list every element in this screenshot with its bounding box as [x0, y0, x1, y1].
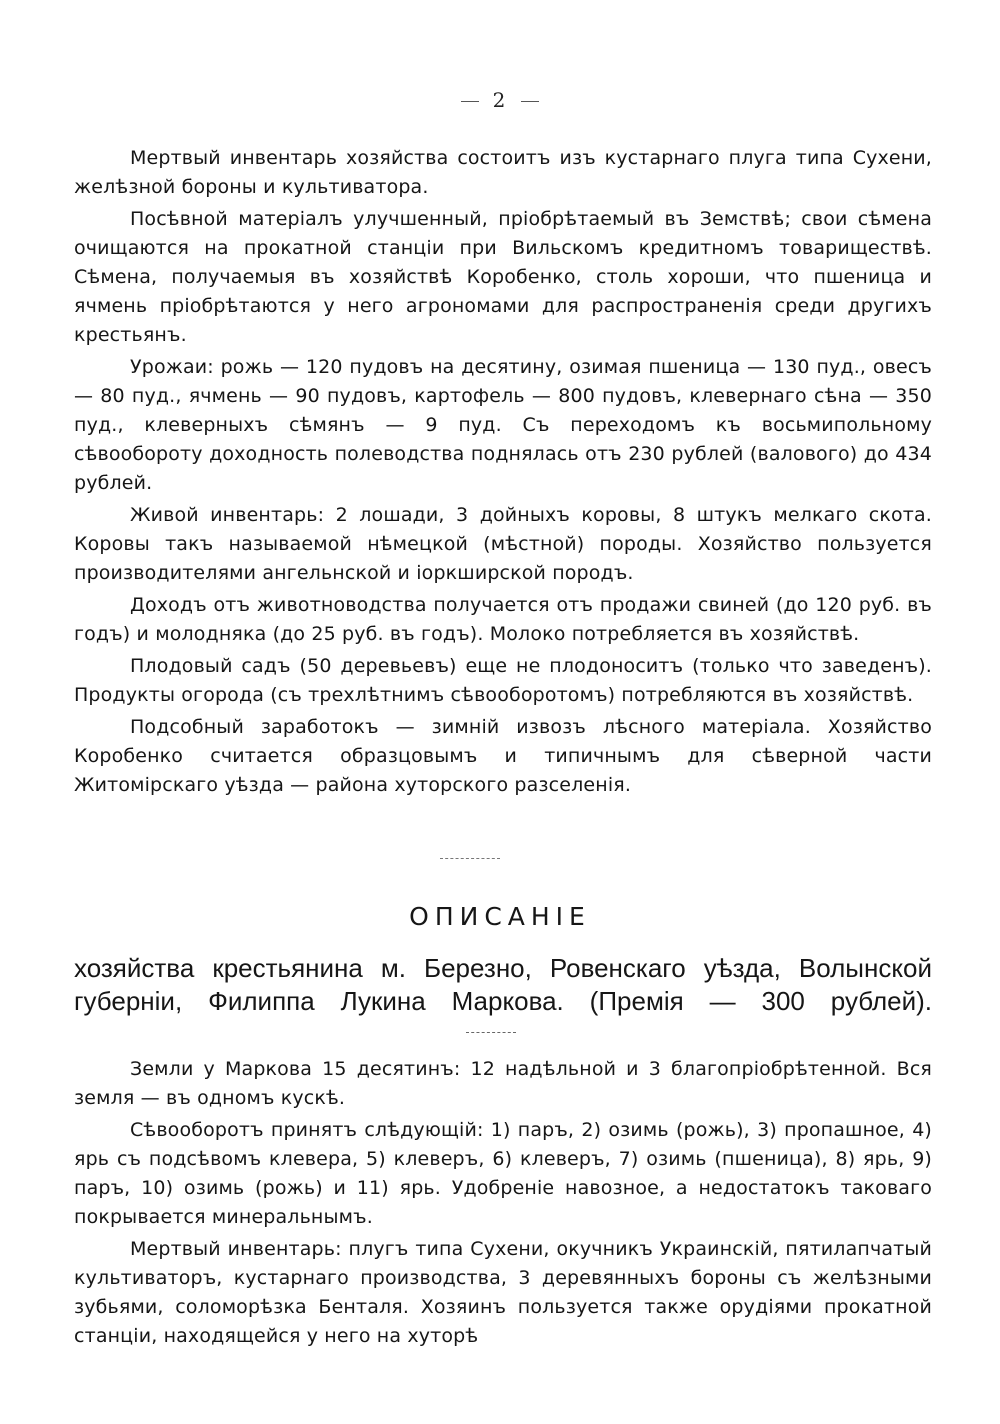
paragraph-orchard: Плодовый садъ (50 деревьевъ) еще не плодоноситъ (только что заведенъ). Продукты огорода (съ трехлѣтнимъ сѣвооборотомъ) потребляются въ хозяйствѣ.: [74, 655, 932, 706]
subheading-line-2: губерніи, Филиппа Лукина Маркова. (Премія — 300 рублей).: [74, 986, 932, 1016]
section-divider-ornament: [440, 858, 500, 863]
paragraph-seed-material: Посѣвной матеріалъ улучшенный, пріобрѣтаемый въ Земствѣ; свои сѣмена очищаются на прокатной станціи при Вильскомъ кредитномъ товариществѣ. Сѣмена, получаемыя въ хозяйствѣ Коробенко, столь хороши, что пшеница и ячмень пріобрѣтаются у него агрономами для распространенія среди другихъ крестьянъ.: [74, 208, 932, 346]
page-number-dash-right: [521, 101, 539, 102]
paragraph-dead-inventory-markov: Мертвый инвентарь: плугъ типа Сухени, окучникъ Украинскій, пятилапчатый культиваторъ, кустарнаго производства, 3 деревянныхъ бороны съ желѣзными зубьями, соломорѣзка Бенталя. Хозяинъ пользуется также орудіями прокатной станціи, находящейся у него на хуторѣ: [74, 1238, 932, 1347]
section-1-body: [74, 144, 932, 803]
page-number: [0, 88, 1000, 112]
paragraph-livestock-income: Доходъ отъ животноводства получается отъ продажи свиней (до 120 руб. въ годъ) и молодняка (до 25 руб. въ годъ). Молоко потребляется въ хозяйствѣ.: [74, 594, 932, 645]
paragraph-livestock: Живой инвентарь: 2 лошади, 3 дойныхъ коровы, 8 штукъ мелкаго скота. Коровы такъ называемой нѣмецкой (мѣстной) породы. Хозяйство пользуется производителями ангельнской и іоркширской породъ.: [74, 504, 932, 584]
paragraph-land: Земли у Маркова 15 десятинъ: 12 надѣльной и 3 благопріобрѣтенной. Вся земля — въ одномъ кускѣ.: [74, 1058, 932, 1109]
subheading-underrule: [466, 1032, 516, 1033]
paragraph-crop-rotation: Сѣвооборотъ принятъ слѣдующій: 1) паръ, 2) озимь (рожь), 3) пропашное, 4) ярь съ подсѣвомъ клевера, 5) клеверъ, 6) клеверъ, 7) озимь (пшеница), 8) ярь, 9) паръ, 10) озимь (рожь) и 11) ярь. Удобреніе навозное, а недостатокъ таковаго покрывается минеральнымъ.: [74, 1119, 932, 1228]
page-number-value: 2: [492, 88, 508, 112]
subheading-line-1: хозяйства крестьянина м. Березно, Ровенскаго уѣзда, Волынской: [74, 953, 932, 983]
section-heading: ОПИСАНІЕ: [409, 902, 591, 931]
section-subheading: [74, 952, 932, 1018]
section-2-body: [74, 1055, 932, 1354]
paragraph-harvests: Урожаи: рожь — 120 пудовъ на десятину, озимая пшеница — 130 пуд., овесъ — 80 пуд., ячмень — 90 пудовъ, картофель — 800 пудовъ, клевернаго сѣна — 350 пуд., клеверныхъ сѣмянъ — 9 пуд. Съ переходомъ къ восьмипольному сѣвообороту доходность полеводства поднялась отъ 230 рублей (валового) до 434 рублей.: [74, 356, 932, 494]
page-number-dash-left: [461, 101, 479, 102]
paragraph-dead-inventory: Мертвый инвентарь хозяйства состоитъ изъ кустарнаго плуга типа Сухени, желѣзной бороны и культиватора.: [74, 147, 932, 198]
paragraph-side-income: Подсобный заработокъ — зимній извозъ лѣсного матеріала. Хозяйство Коробенко считается образцовымъ и типичнымъ для сѣверной части Житомірскаго уѣзда — района хуторского разселенія.: [74, 716, 932, 796]
